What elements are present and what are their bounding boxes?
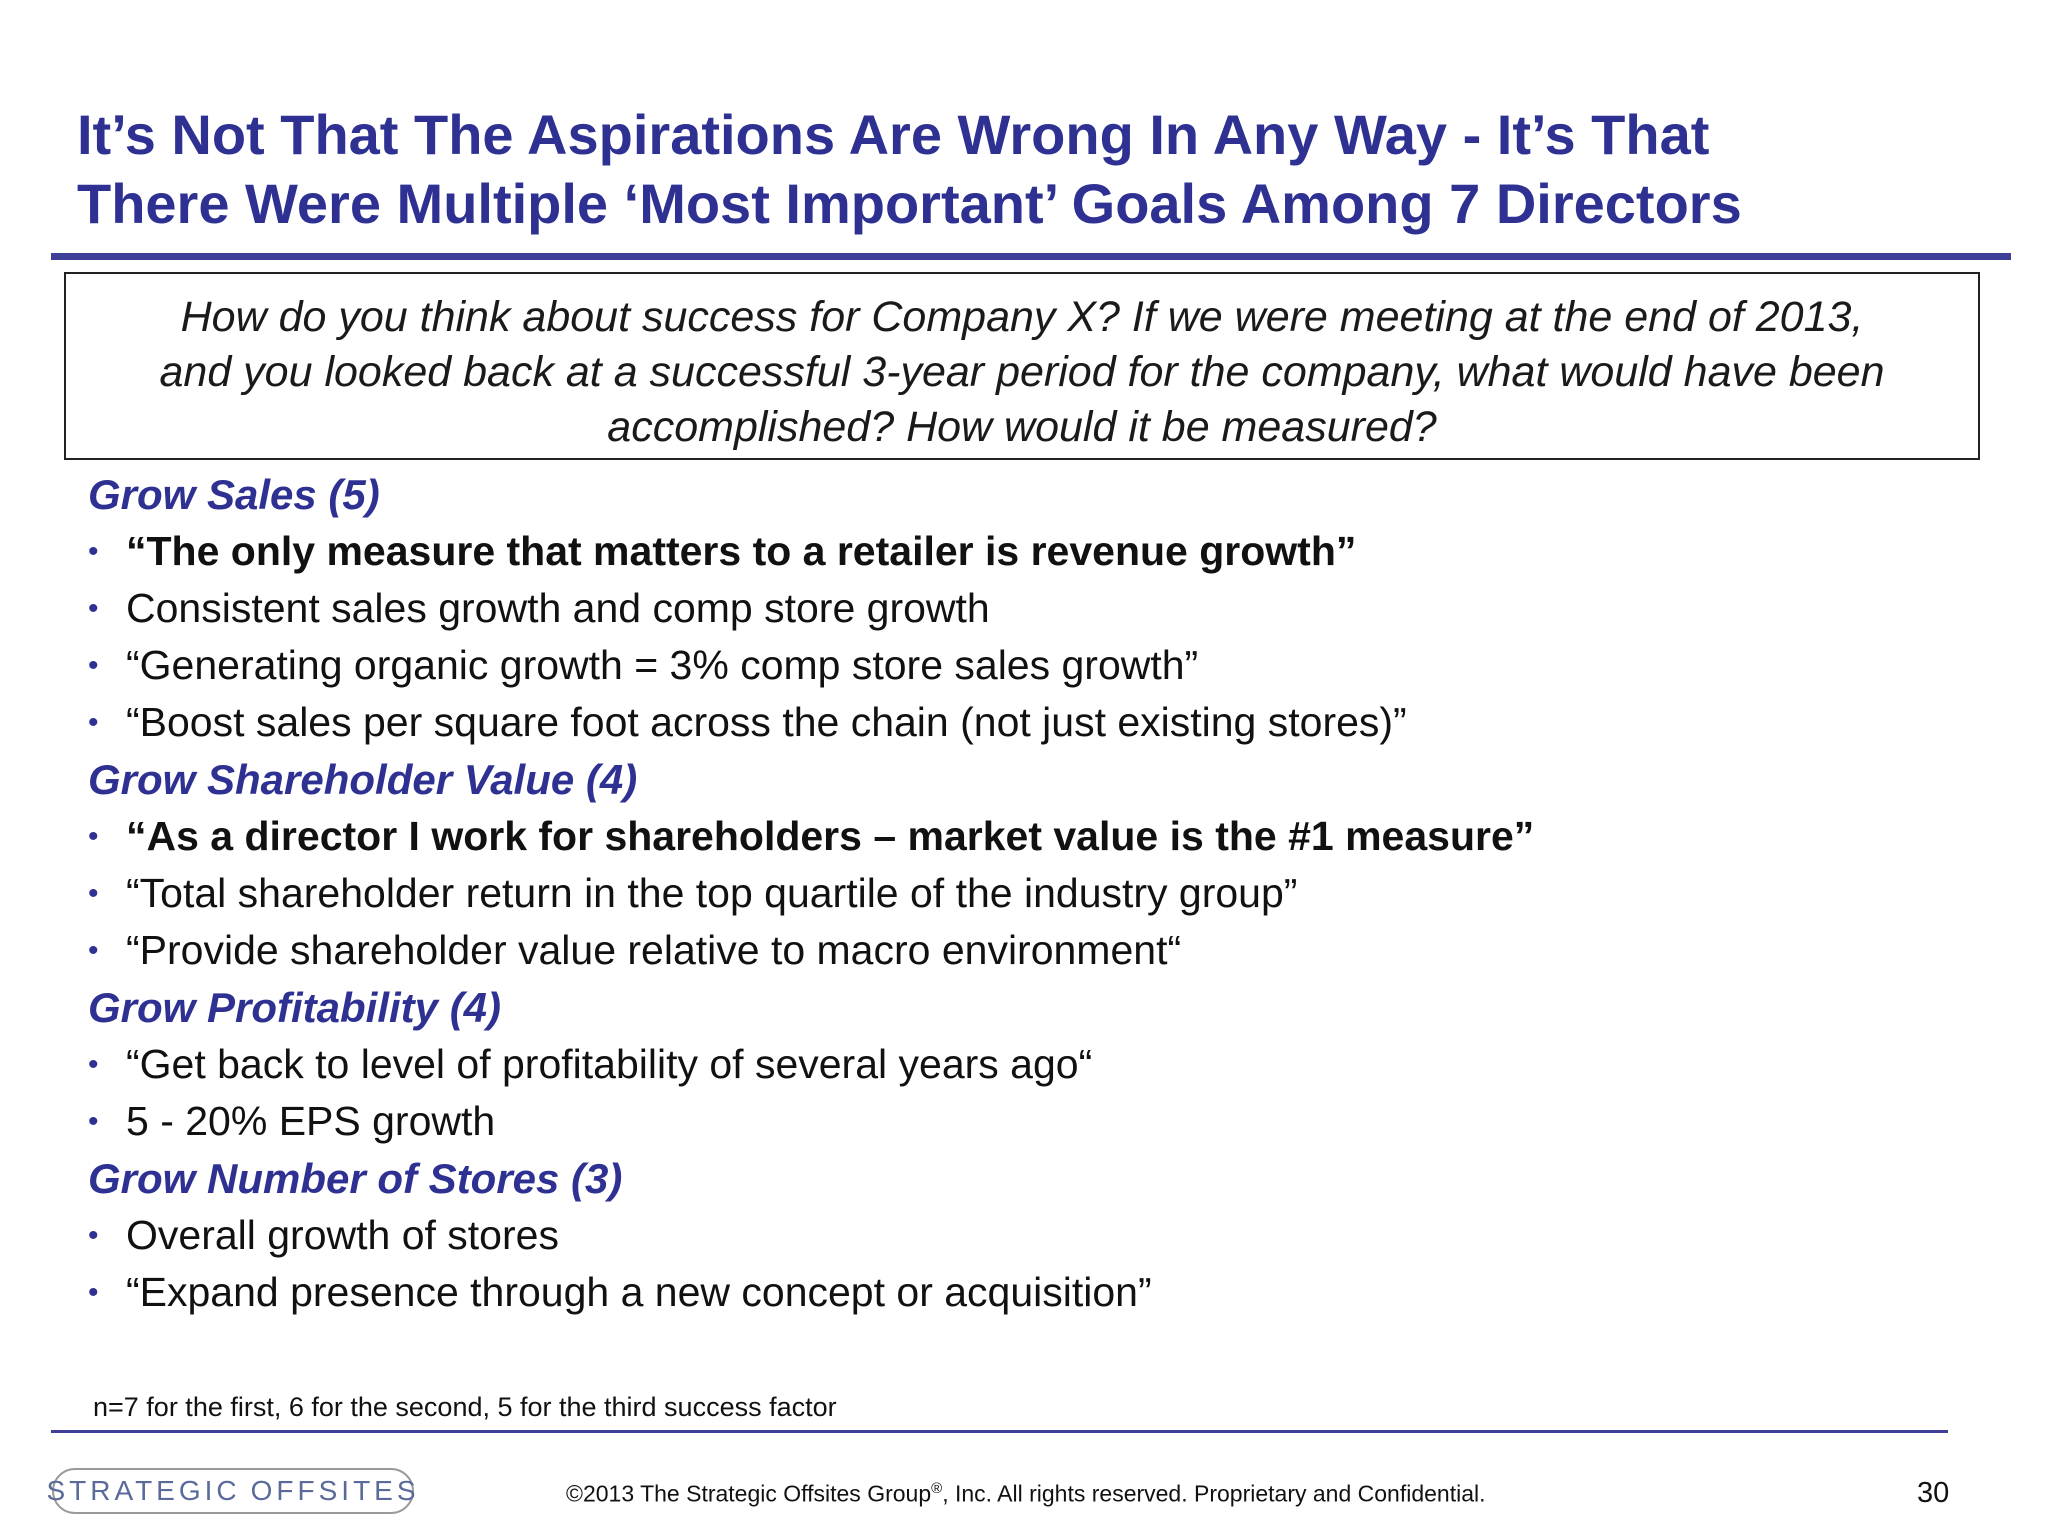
bullet-text: Overall growth of stores [126,1212,559,1258]
bullet-item [88,922,1968,979]
footer-divider [51,1430,1948,1433]
group-title-grow-profitability: Grow Profitability (4) [88,984,502,1031]
bullet-icon: • [88,535,99,568]
group-title-grow-number-of-stores: Grow Number of Stores (3) [88,1155,623,1202]
bullet-icon: • [88,592,99,625]
bullet-icon: • [88,1105,99,1138]
slide-title-line-1: It’s Not That The Aspirations Are Wrong In Any Way - It’s That [77,103,1710,166]
bullet-icon: • [88,1219,99,1252]
bullet-item [88,1207,1968,1264]
bullet-icon: • [88,820,99,853]
group-title-grow-shareholder-value: Grow Shareholder Value (4) [88,756,638,803]
bullet-text: “Provide shareholder value relative to macro environment“ [126,927,1182,973]
page-number: 30 [1917,1477,1950,1509]
footnote: n=7 for the first, 6 for the second, 5 for the third success factor [93,1392,837,1422]
bullet-text: “The only measure that matters to a retailer is revenue growth” [126,528,1357,574]
bullet-icon: • [88,1276,99,1309]
bullet-text: “As a director I work for shareholders – market value is the #1 measure” [126,813,1535,859]
bullet-text: “Get back to level of profitability of several years ago“ [126,1041,1093,1087]
copyright-notice [566,1480,1486,1508]
question-line-1: How do you think about success for Company X? If we were meeting at the end of 2013, [180,293,1864,341]
logo-text-right: OFFSITES [250,1475,420,1506]
slide-title [77,100,1977,238]
bullet-icon: • [88,877,99,910]
bullet-icon: • [88,934,99,967]
bullet-item [88,1036,1968,1093]
copyright-suffix: , Inc. All rights reserved. Proprietary and Confidential. [942,1480,1486,1507]
bullet-text: 5 - 20% EPS growth [126,1098,496,1144]
registered-mark: ® [931,1480,943,1497]
bullet-item [88,523,1968,580]
bullet-text: “Generating organic growth = 3% comp store sales growth” [126,642,1199,688]
goals-list [88,466,1968,1321]
bullet-text: Consistent sales growth and comp store growth [126,585,990,631]
slide-title-line-2: There Were Multiple ‘Most Important’ Goals Among 7 Directors [77,172,1742,235]
bullet-item [88,1264,1968,1321]
bullet-text: “Boost sales per square foot across the chain (not just existing stores)” [126,699,1407,745]
group-title-grow-sales: Grow Sales (5) [88,471,380,518]
bullet-text: “Total shareholder return in the top quartile of the industry group” [126,870,1298,916]
bullet-item [88,694,1968,751]
bullet-item [88,808,1968,865]
bullet-icon: • [88,649,99,682]
copyright-prefix: ©2013 The Strategic Offsites Group [566,1480,932,1507]
bullet-text: “Expand presence through a new concept or acquisition” [126,1269,1152,1315]
bullet-item [88,865,1968,922]
title-underline [51,253,2011,260]
question-box [64,272,1980,460]
bullet-icon: • [88,1048,99,1081]
bullet-item [88,580,1968,637]
logo-text-left: STRATEGIC [46,1475,241,1506]
question-line-3: accomplished? How would it be measured? [607,403,1437,451]
bullet-item [88,637,1968,694]
bullet-icon: • [88,706,99,739]
question-line-2: and you looked back at a successful 3-year period for the company, what would have been [159,348,1885,396]
bullet-item [88,1093,1968,1150]
company-logo [46,1468,420,1514]
